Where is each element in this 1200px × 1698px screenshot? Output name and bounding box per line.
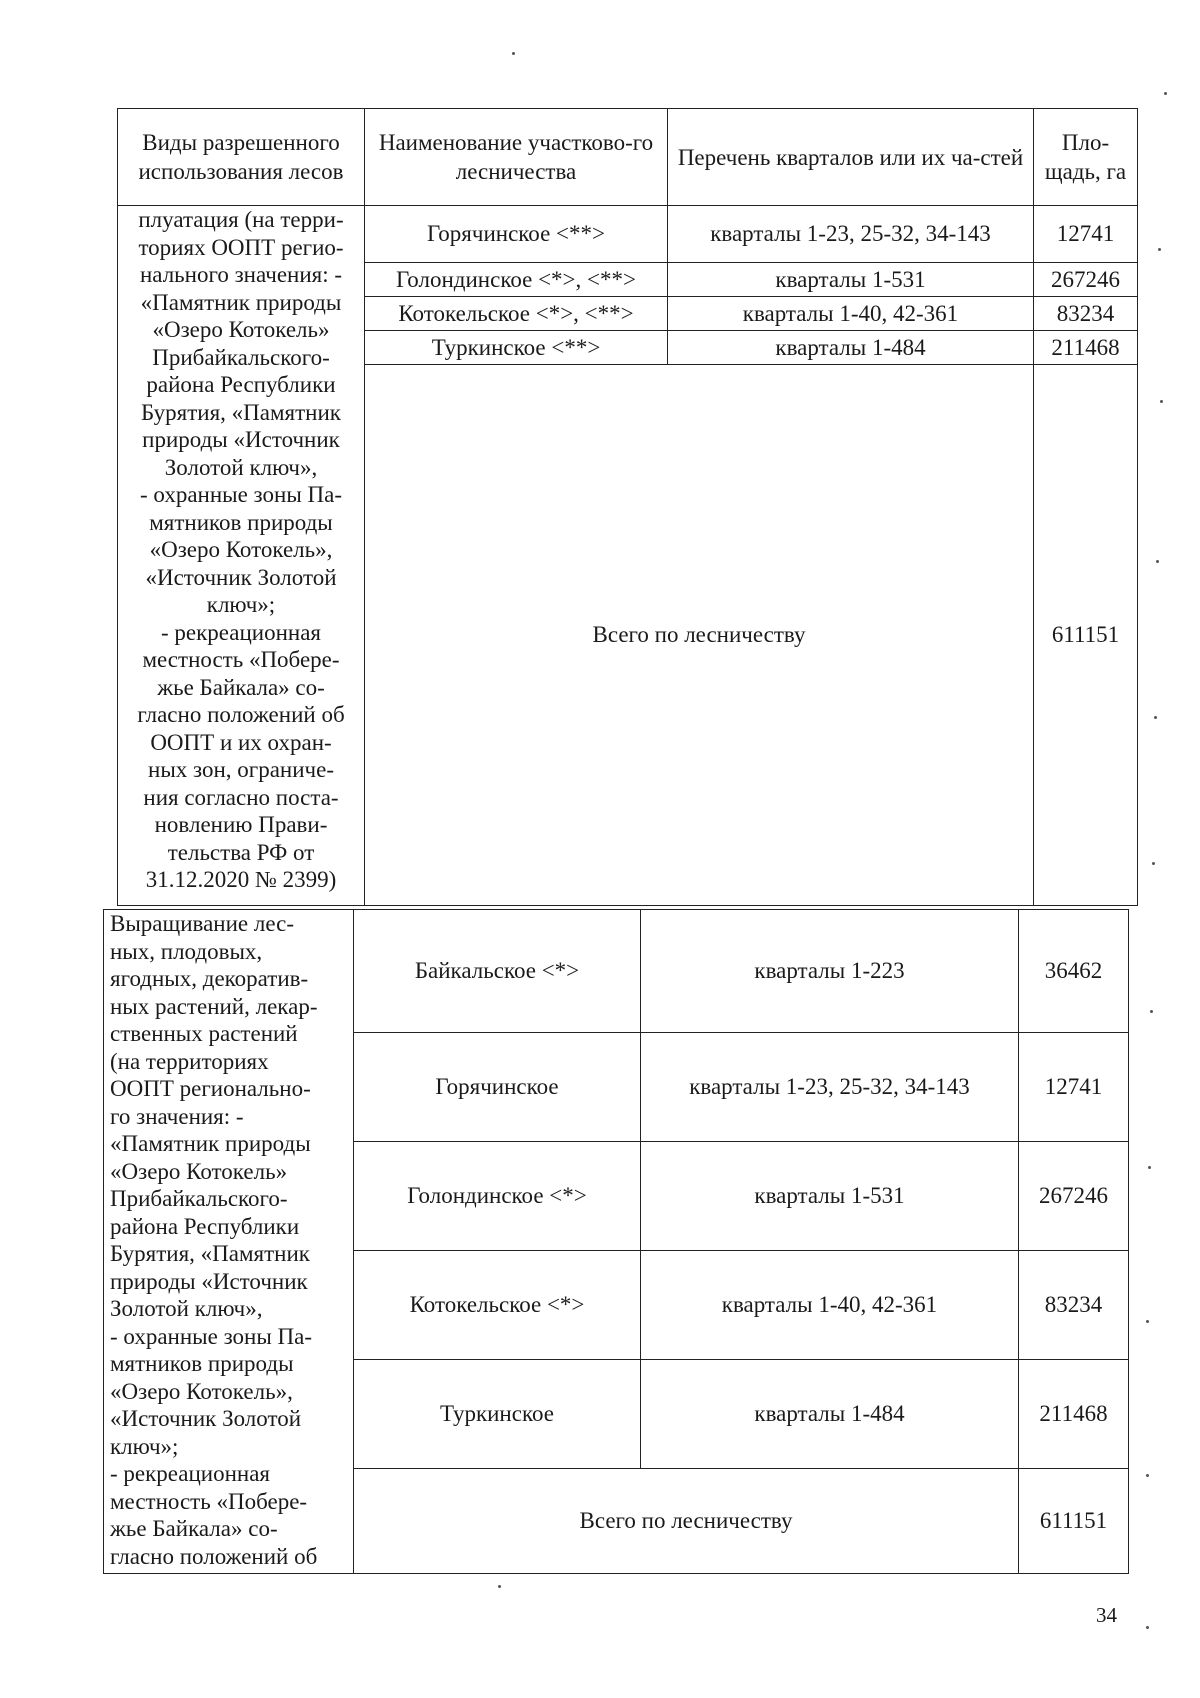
total-area: 611151 — [1019, 1469, 1129, 1574]
usage-text-line: ных, плодовых, — [110, 938, 263, 964]
usage-text-line: гласно положений об — [110, 1543, 318, 1569]
usage-text-line: гласно положений об — [137, 702, 345, 727]
usage-text-line: ториях ООПТ регио- — [138, 234, 344, 260]
usage-text-line: - рекреационная — [110, 1461, 271, 1486]
usage-text-line: (на территориях — [110, 1048, 269, 1074]
table-header-row — [118, 109, 1138, 206]
area-cell: 211468 — [1019, 1360, 1129, 1469]
scan-speck — [1146, 1320, 1149, 1323]
scan-speck — [1158, 248, 1161, 251]
usage-text-line: плуатация (на терри- — [138, 207, 344, 232]
usage-text-line: новлению Прави- — [154, 812, 328, 837]
area-cell: 211468 — [1034, 331, 1138, 365]
quarters-cell: кварталы 1-531 — [668, 263, 1034, 297]
quarters-cell: кварталы 1-223 — [641, 910, 1019, 1033]
scan-speck — [498, 1585, 501, 1588]
forestry-name-cell: Байкальское <*> — [354, 910, 641, 1033]
usage-text-line: ключ»; — [110, 1433, 179, 1459]
usage-description-text — [104, 910, 353, 1570]
forestry-name-cell: Котокельское <*>, <**> — [365, 297, 668, 331]
quarters-cell: кварталы 1-40, 42-361 — [668, 297, 1034, 331]
forestry-table-1 — [117, 108, 1138, 906]
quarters-cell: кварталы 1-484 — [641, 1360, 1019, 1469]
usage-text-line: ных растений, лекар- — [110, 993, 318, 1019]
usage-text-line: природы «Источник — [142, 427, 340, 452]
total-label: Всего по лесничеству — [354, 1469, 1019, 1574]
usage-text-line: Бурятия, «Памятник — [141, 399, 341, 425]
usage-description-cell — [118, 206, 365, 906]
forestry-name-cell: Горячинское <**> — [365, 206, 668, 263]
usage-text-line: Выращивание лес- — [110, 911, 294, 936]
usage-text-line: жье Байкала» со- — [110, 1516, 278, 1541]
header-forestry-name: Наименование участково-го лесничества — [365, 109, 668, 206]
area-cell: 12741 — [1019, 1033, 1129, 1142]
usage-text-line: 31.12.2020 № 2399) — [145, 867, 337, 892]
header-quarters-list: Перечень кварталов или их ча-стей — [668, 109, 1034, 206]
usage-text-line: местность «Побере- — [110, 1488, 308, 1514]
usage-text-line: - рекреационная — [160, 619, 321, 645]
usage-text-line: Золотой ключ», — [110, 1296, 263, 1321]
usage-text-line: района Республики — [110, 1213, 300, 1239]
usage-description-cell — [104, 910, 354, 1574]
usage-description-text — [118, 206, 364, 894]
area-cell: 83234 — [1019, 1251, 1129, 1360]
usage-text-line: Прибайкальского- — [152, 344, 330, 370]
forestry-table-2 — [103, 909, 1129, 1574]
area-cell: 267246 — [1034, 263, 1138, 297]
usage-text-line: района Республики — [146, 372, 336, 397]
usage-text-line: ключ»; — [206, 592, 276, 617]
quarters-cell: кварталы 1-484 — [668, 331, 1034, 365]
forestry-name-cell: Горячинское — [354, 1033, 641, 1142]
total-label: Всего по лесничеству — [365, 365, 1034, 906]
area-cell: 12741 — [1034, 206, 1138, 263]
usage-text-line: мятников природы — [110, 1351, 294, 1376]
usage-text-line: ственных растений — [110, 1021, 298, 1046]
page-number: 34 — [1096, 1603, 1117, 1627]
forestry-name-cell: Голондинское <*>, <**> — [365, 263, 668, 297]
usage-text-line: «Озеро Котокель» — [110, 1158, 288, 1184]
quarters-cell: кварталы 1-531 — [641, 1142, 1019, 1251]
usage-text-line: местность «Побере- — [142, 647, 340, 672]
usage-text-line: ООПТ и их охран- — [150, 729, 332, 755]
forestry-name-cell: Котокельское <*> — [354, 1251, 641, 1360]
scan-speck — [1160, 400, 1163, 403]
usage-text-line: «Источник Золотой — [145, 564, 337, 590]
usage-text-line: ООПТ регионально- — [110, 1076, 311, 1101]
usage-text-line: - охранные зоны Па- — [139, 482, 342, 507]
scan-speck — [512, 52, 515, 55]
usage-text-line: «Озеро Котокель», — [110, 1378, 293, 1404]
scan-speck — [1150, 1010, 1153, 1013]
scan-speck — [1146, 1474, 1149, 1477]
scan-speck — [1156, 560, 1159, 563]
quarters-cell: кварталы 1-23, 25-32, 34-143 — [641, 1033, 1019, 1142]
usage-text-line: Золотой ключ», — [164, 454, 318, 480]
usage-text-line: природы «Источник — [110, 1268, 308, 1294]
total-area: 611151 — [1034, 365, 1138, 906]
scan-speck — [1152, 862, 1155, 865]
table-row — [118, 206, 1138, 263]
forestry-name-cell: Туркинское <**> — [365, 331, 668, 365]
usage-text-line: нального значения: - — [139, 262, 343, 287]
usage-text-line: «Памятник природы — [140, 289, 342, 315]
usage-text-line: Бурятия, «Памятник — [110, 1241, 310, 1266]
usage-text-line: «Озеро Котокель», — [149, 537, 333, 562]
forestry-name-cell: Туркинское — [354, 1360, 641, 1469]
usage-text-line: жье Байкала» со- — [157, 674, 325, 700]
usage-text-line: ния согласно поста- — [143, 784, 339, 810]
usage-text-line: - охранные зоны Па- — [110, 1323, 313, 1349]
header-area: Пло-щадь, га — [1034, 109, 1138, 206]
usage-text-line: «Памятник природы — [110, 1131, 311, 1156]
usage-text-line: го значения: - — [110, 1103, 244, 1129]
area-cell: 267246 — [1019, 1142, 1129, 1251]
usage-text-line: ных зон, ограниче- — [148, 757, 334, 782]
scan-speck — [1146, 1626, 1149, 1629]
quarters-cell: кварталы 1-40, 42-361 — [641, 1251, 1019, 1360]
usage-text-line: тельства РФ от — [167, 839, 315, 865]
usage-text-line: мятников природы — [149, 509, 333, 535]
table-row — [104, 910, 1129, 1033]
area-cell: 36462 — [1019, 910, 1129, 1033]
scan-speck — [1148, 1166, 1151, 1169]
header-usage-types: Виды разрешенного использования лесов — [118, 109, 365, 206]
area-cell: 83234 — [1034, 297, 1138, 331]
scan-speck — [1164, 92, 1167, 95]
usage-text-line: ягодных, декоратив- — [110, 966, 309, 991]
usage-text-line: «Озеро Котокель» — [152, 317, 330, 342]
quarters-cell: кварталы 1-23, 25-32, 34-143 — [668, 206, 1034, 263]
usage-text-line: «Источник Золотой — [110, 1406, 302, 1431]
scan-speck — [1154, 716, 1157, 719]
usage-text-line: Прибайкальского- — [110, 1186, 288, 1211]
forestry-name-cell: Голондинское <*> — [354, 1142, 641, 1251]
